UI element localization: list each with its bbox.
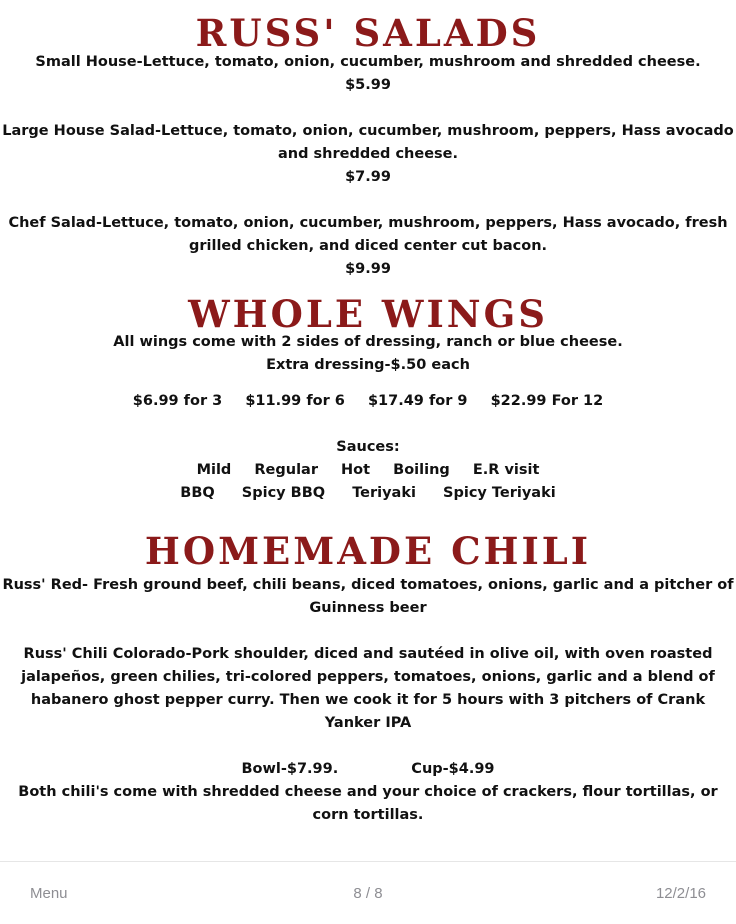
wings-price-row <box>0 390 736 413</box>
wings-dressing-note: All wings come with 2 sides of dressing, ranch or blue cheese. <box>113 334 623 350</box>
wings-heading: WHOLE WINGS <box>188 292 548 336</box>
wings-price-6: $11.99 for 6 <box>245 393 345 409</box>
chef-salad-description-line-2: grilled chicken, and diced center cut bacon. <box>188 238 548 254</box>
wings-price-9: $17.49 for 9 <box>367 393 468 409</box>
large-house-salad-description-line-2: and shredded cheese. <box>277 146 459 162</box>
chili-colorado-description-line-1: Russ' Chili Colorado-Pork shoulder, diced and sautéed in olive oil, with oven roasted <box>23 646 713 662</box>
sauces-label: Sauces: <box>336 439 400 455</box>
sauce-boiling: Boiling <box>393 462 450 478</box>
chili-colorado-description-line-2: jalapeños, green chilies, tri-colored peppers, tomatoes, onions, garlic and a blend of <box>21 669 715 685</box>
russ-red-description-line-2: Guinness beer <box>309 600 427 616</box>
wings-price-3: $6.99 for 3 <box>132 393 223 409</box>
wings-extra-dressing-note: Extra dressing-$.50 each <box>266 357 470 373</box>
sauce-hot: Hot <box>341 462 371 478</box>
chili-note-line-2: corn tortillas. <box>312 807 424 823</box>
sauce-teriyaki: Teriyaki <box>352 485 416 501</box>
footer-page-number: 8 / 8 <box>353 885 383 902</box>
small-house-salad-price: $5.99 <box>345 77 391 93</box>
footer-date: 12/2/16 <box>655 885 706 902</box>
chili-heading: HOMEMADE CHILI <box>144 529 592 573</box>
footer-divider <box>0 861 736 862</box>
small-house-salad-description: Small House-Lettuce, tomato, onion, cucumber, mushroom and shredded cheese. <box>35 54 701 70</box>
sauce-regular: Regular <box>254 462 318 478</box>
sauce-er-visit: E.R visit <box>472 462 540 478</box>
chili-note-line-1: Both chili's come with shredded cheese and your choice of crackers, flour tortillas, or <box>18 784 718 800</box>
footer-document-title: Menu <box>30 885 68 902</box>
chili-cup-price: Cup-$4.99 <box>411 761 495 777</box>
sauce-spicy-bbq: Spicy BBQ <box>241 485 326 501</box>
salads-heading: RUSS' SALADS <box>195 11 541 55</box>
russ-red-description-line-1: Russ' Red- Fresh ground beef, chili beans, diced tomatoes, onions, garlic and a pitcher of <box>2 577 734 593</box>
chili-price-row <box>0 758 736 781</box>
chef-salad-description-line-1: Chef Salad-Lettuce, tomato, onion, cucumber, mushroom, peppers, Hass avocado, fresh <box>8 215 728 231</box>
large-house-salad-price: $7.99 <box>345 169 391 185</box>
chili-bowl-price: Bowl-$7.99. <box>241 761 339 777</box>
sauce-spicy-teriyaki: Spicy Teriyaki <box>443 485 556 501</box>
large-house-salad-description-line-1: Large House Salad-Lettuce, tomato, onion, cucumber, mushroom, peppers, Hass avocado <box>2 123 734 139</box>
chili-colorado-description-line-4: Yanker IPA <box>324 715 412 731</box>
sauce-bbq: BBQ <box>180 485 215 501</box>
sauces-row-2 <box>0 482 736 505</box>
sauce-mild: Mild <box>196 462 232 478</box>
chef-salad-price: $9.99 <box>345 261 391 277</box>
chili-colorado-description-line-3: habanero ghost pepper curry. Then we cook it for 5 hours with 3 pitchers of Crank <box>30 692 706 708</box>
sauces-row-1 <box>0 459 736 482</box>
wings-price-12: $22.99 For 12 <box>490 393 604 409</box>
